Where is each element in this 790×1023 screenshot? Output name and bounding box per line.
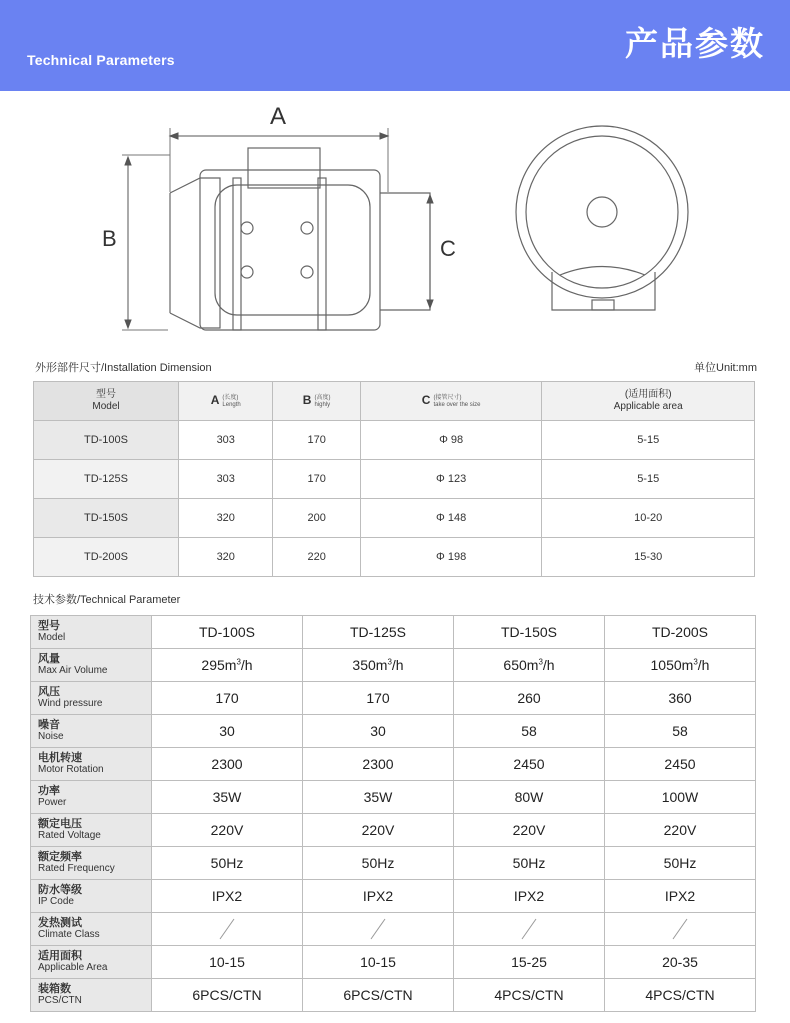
fan-body-inner xyxy=(215,185,370,315)
dimension-row: TD-125S 303 170 Φ 123 5-15 xyxy=(34,460,755,499)
tech-row xyxy=(31,814,756,847)
tech-cell xyxy=(605,913,756,946)
label-c: C xyxy=(440,236,456,261)
label-a: A xyxy=(270,103,287,130)
tech-section-title: 技术参数/Technical Parameter xyxy=(33,594,181,606)
dimension-row: TD-100S 303 170 Φ 98 5-15 xyxy=(34,421,755,460)
header-b: B (高度) highly xyxy=(273,382,360,421)
tech-row xyxy=(31,847,756,880)
tech-cell: 58 xyxy=(605,715,756,748)
tech-cell: 50Hz xyxy=(454,847,605,880)
tech-cell: TD-125S xyxy=(303,616,454,649)
tech-cell: TD-100S xyxy=(152,616,303,649)
tech-cell: 30 xyxy=(152,715,303,748)
tech-cell: 4PCS/CTN xyxy=(605,979,756,1012)
screw-2 xyxy=(301,222,313,234)
body-band-left xyxy=(233,178,241,330)
header-a: A (长度) Length xyxy=(179,382,273,421)
tech-row-label: 装箱数 PCS/CTN xyxy=(31,979,152,1012)
fan-dimension-diagram xyxy=(90,100,710,340)
tech-cell: 10-15 xyxy=(152,946,303,979)
tech-row xyxy=(31,979,756,1012)
tech-row-label: 型号 Model xyxy=(31,616,152,649)
tech-row-label: 风压 Wind pressure xyxy=(31,682,152,715)
tech-cell: 50Hz xyxy=(605,847,756,880)
tech-cell: 50Hz xyxy=(303,847,454,880)
tech-cell: 360 xyxy=(605,682,756,715)
tech-cell: 100W xyxy=(605,781,756,814)
screw-4 xyxy=(301,266,313,278)
fan-body-outline xyxy=(200,170,380,330)
not-applicable-slash xyxy=(520,918,538,940)
tech-row xyxy=(31,649,756,682)
tech-cell: TD-150S xyxy=(454,616,605,649)
tech-row-label: 功率 Power xyxy=(31,781,152,814)
tech-cell: 58 xyxy=(454,715,605,748)
header-c: C (接管尺寸) take over the size xyxy=(360,382,542,421)
tech-cell: 80W xyxy=(454,781,605,814)
tech-cell: 6PCS/CTN xyxy=(152,979,303,1012)
tech-cell xyxy=(303,913,454,946)
tech-cell: 2450 xyxy=(454,748,605,781)
tech-row-label: 风量 Max Air Volume xyxy=(31,649,152,682)
tech-cell: TD-200S xyxy=(605,616,756,649)
screw-1 xyxy=(241,222,253,234)
not-applicable-slash xyxy=(671,918,689,940)
tech-row xyxy=(31,616,756,649)
tech-cell: 30 xyxy=(303,715,454,748)
tech-cell: 35W xyxy=(152,781,303,814)
tech-cell: $295m^3/h$ xyxy=(152,649,303,682)
not-applicable-slash xyxy=(218,918,236,940)
tech-row-label: 防水等级 IP Code xyxy=(31,880,152,913)
tech-cell: 220V xyxy=(454,814,605,847)
tech-row xyxy=(31,715,756,748)
tech-cell: 15-25 xyxy=(454,946,605,979)
tech-row-label: 发热测试 Climate Class xyxy=(31,913,152,946)
tech-row-label: 适用面积 Applicable Area xyxy=(31,946,152,979)
dimension-table-header xyxy=(34,382,755,421)
tech-cell: IPX2 xyxy=(152,880,303,913)
dimension-section-title: 外形部件尺寸/Installation Dimension xyxy=(35,362,212,374)
tech-cell: 170 xyxy=(152,682,303,715)
tech-cell: 6PCS/CTN xyxy=(303,979,454,1012)
header-model: 型号 Model xyxy=(34,382,179,421)
tech-cell: 2300 xyxy=(303,748,454,781)
tech-cell: 170 xyxy=(303,682,454,715)
tech-cell: 2450 xyxy=(605,748,756,781)
tech-cell: 35W xyxy=(303,781,454,814)
unit-label: 单位Unit:mm xyxy=(694,362,757,374)
tech-row-label: 电机转速 Motor Rotation xyxy=(31,748,152,781)
tech-row-label: 噪音 Noise xyxy=(31,715,152,748)
dimension-row: TD-150S 320 200 Φ 148 10-20 xyxy=(34,499,755,538)
tech-cell: IPX2 xyxy=(454,880,605,913)
left-collar xyxy=(170,178,220,328)
tech-cell xyxy=(454,913,605,946)
tech-cell: 220V xyxy=(605,814,756,847)
fan-front-view xyxy=(516,126,688,310)
tech-cell: 50Hz xyxy=(152,847,303,880)
tech-cell: $1050m^3/h$ xyxy=(605,649,756,682)
tech-table xyxy=(30,615,756,1012)
tech-cell: 20-35 xyxy=(605,946,756,979)
tech-cell: IPX2 xyxy=(303,880,454,913)
header-title-en: Technical Parameters xyxy=(27,52,175,68)
dimension-table xyxy=(33,381,755,577)
dimension-row: TD-200S 320 220 Φ 198 15-30 xyxy=(34,538,755,577)
tech-cell: $350m^3/h$ xyxy=(303,649,454,682)
tech-row-label: 额定频率 Rated Frequency xyxy=(31,847,152,880)
right-collar xyxy=(380,193,430,310)
tech-row xyxy=(31,748,756,781)
body-band-right xyxy=(318,178,326,330)
tech-row xyxy=(31,913,756,946)
header-title-cn: 产品参数 xyxy=(625,24,765,63)
tech-cell: 220V xyxy=(303,814,454,847)
tech-row-label: 额定电压 Rated Voltage xyxy=(31,814,152,847)
tech-cell: 220V xyxy=(152,814,303,847)
header-area: (适用面积) Applicable area xyxy=(542,382,755,421)
tech-cell: 260 xyxy=(454,682,605,715)
not-applicable-slash xyxy=(369,918,387,940)
label-b: B xyxy=(102,226,117,251)
tech-row xyxy=(31,880,756,913)
tech-cell xyxy=(152,913,303,946)
tech-cell: 2300 xyxy=(152,748,303,781)
tech-row xyxy=(31,781,756,814)
screw-3 xyxy=(241,266,253,278)
tech-cell: $650m^3/h$ xyxy=(454,649,605,682)
tech-row xyxy=(31,682,756,715)
tech-cell: 10-15 xyxy=(303,946,454,979)
tech-row xyxy=(31,946,756,979)
tech-cell: IPX2 xyxy=(605,880,756,913)
header-banner xyxy=(0,0,790,91)
tech-cell: 4PCS/CTN xyxy=(454,979,605,1012)
junction-box xyxy=(248,148,320,188)
